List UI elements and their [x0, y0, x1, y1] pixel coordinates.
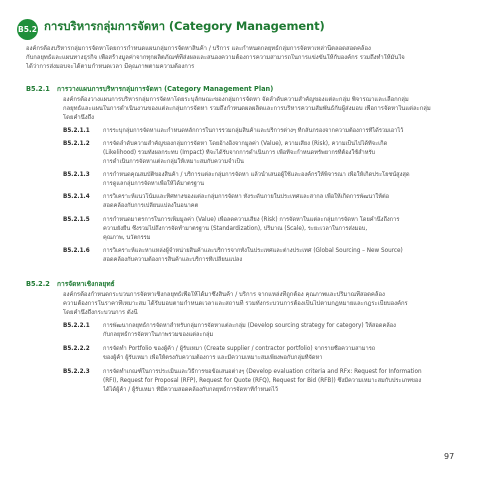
item-line: การกำหนดคุณสมบัติของสินค้า / บริการแต่ละกลุ่มการจัดหา แล้วนำเสนอผู้ใช้และองค์กรให้พิจารณา เพื่อให้เกิดประโยชน์สูงสุด — [103, 172, 410, 178]
item-line: ความยั่งยืน ซึ่งรวมไปถึงการจัดทำมาตรฐาน (Standardization), ปริมาณ (Scale), ระยะเวลาในการส่งมอบ, — [103, 226, 368, 233]
item-number: B5.2.1.4 — [63, 194, 90, 200]
item-line: การกำหนดมาตรการในการเพิ่มมูลค่า (Value) เพื่อลดความเสี่ยง (Risk) การจัดหาในแต่ละกลุ่มการจัดหา โดยคำนึงถึงการ — [103, 217, 400, 223]
list-item — [63, 345, 455, 363]
item-line: การพัฒนากลยุทธ์การจัดหาสำหรับกลุ่มการจัดหาแต่ละกลุ่ม (Develop sourcing strategy for category) ให้สอดคล้อง — [103, 323, 396, 329]
intro-line: ได้ว่าการส่งมอบจะได้ตามกำหนดเวลา มีคุณภาพตามความต้องการ — [26, 64, 195, 71]
section-paragraph — [63, 291, 455, 318]
item-line: การจัดลำดับความสำคัญของกลุ่มการจัดหา โดยอ้างอิงจากมูลค่า (Value), ความเสี่ยง (Risk), ความเป็นไปได้ที่จะเกิด — [103, 141, 388, 147]
list-item — [63, 322, 455, 340]
list-item — [63, 127, 455, 136]
intro-paragraph — [26, 45, 456, 72]
list-item — [63, 171, 455, 189]
item-number: B5.2.2.2 — [63, 346, 90, 352]
item-number: B5.2.1.2 — [63, 141, 90, 147]
item-line: การดูแลกลุ่มการจัดหาเพื่อให้ได้มาตรฐาน — [103, 181, 204, 188]
item-line: การวิเคราะห์แนวโน้มและทิศทางของแต่ละกลุ่มการจัดหา ทั้งระดับภายในประเทศและสากล เพื่อให้เกิดการพัฒนาให้ต่อ — [103, 194, 390, 200]
item-line: ของผู้ค้า ผู้รับเหมา เพื่อให้ตรงกับความต้องการ และมีความเหมาะสมเพียงพอกับกลุ่มที่จัดหา — [103, 355, 323, 362]
item-line: สอดคล้องกับความต้องการสินค้าและบริการที่เปลี่ยนแปลง — [103, 257, 243, 264]
item-number: B5.2.1.6 — [63, 248, 90, 254]
item-number: B5.2.2.3 — [63, 369, 90, 375]
page-number: 97 — [444, 452, 455, 461]
item-number: B5.2.1.3 — [63, 172, 90, 178]
item-number: B5.2.1.1 — [63, 128, 90, 134]
section-paragraph — [63, 96, 455, 123]
section-badge: B5.2 — [17, 19, 38, 40]
section-line: กลยุทธ์และแผนในการดำเนินงานของแต่ละกลุ่มการจัดหา รวมถึงกำหนดผลผลิตและการบริหารความสัมพันธ์กับผู้ส่งมอบ เพื่อการจัดหาในแต่ละกลุ่ม — [63, 106, 431, 113]
intro-line: องค์กรต้องบริหารกลุ่มการจัดหาโดยการกำหนดแผนกลุ่มการจัดหาสินค้า / บริการ และกำหนดกลยุทธ์กลุ่มการจัดหาเหล่านี้ตลอดสอดคล้อง — [26, 46, 371, 52]
item-number: B5.2.2.1 — [63, 323, 90, 329]
section-line: โดยคำนึงถึง — [63, 115, 95, 122]
item-line: การดำเนินการจัดหาแต่ละกลุ่มให้เหมาะสมกับความจำเป็น — [103, 159, 244, 166]
page-title: การบริหารกลุ่มการจัดหา (Category Management) — [44, 19, 325, 33]
section-number: B5.2.2 — [26, 280, 50, 288]
section-line: องค์กรต้องวางแผนการบริหารกลุ่มการจัดหาโดยระบุลักษณะของกลุ่มการจัดหา จัดลำดับความสำคัญของแต่ละกลุ่ม พิจารณาและเลือกกลุ่ม — [63, 97, 409, 103]
item-line: สอดคล้องกับการเปลี่ยนแปลงในอนาคต — [103, 203, 199, 210]
item-line: คุณภาพ, นวัตกรรม — [103, 235, 151, 242]
intro-line: กับกลยุทธ์และแผนทางธุรกิจ เพื่อสร้างมูลค่าจากทุกผลิตภัณฑ์ที่ส่งผลและสนองความต้องการความสามารถในการแข่งขันให้กับองค์กร รวมถึงทำให้มั่นใจ — [26, 55, 405, 62]
section-title: การวางแผนการบริหารกลุ่มการจัดหา (Category Management Plan) — [57, 85, 274, 93]
list-item — [63, 216, 455, 244]
item-line: (Likelihood) รวมทั้งผลกระทบ (Impact) ที่จะได้รับจากการดำเนินการ เพื่อที่จะกำหนดทรัพยากรที่ต้องใช้สำหรับ — [103, 150, 376, 157]
section-line: องค์กรต้องกำหนดกระบวนการจัดหาเชิงกลยุทธ์เพื่อให้ได้มาซึ่งสินค้า / บริการ จากแหล่งที่ถูกต้อง คุณภาพและปริมาณที่สอดคล้อง — [63, 292, 385, 298]
section-line: ความต้องการในราคาที่เหมาะสม ได้รับมอบตามกำหนดเวลาและสถานที่ รวมทั้งกระบวนการต้องเป็นไปตามกฎหมายและกฎระเบียบองค์กร — [63, 301, 408, 308]
section-heading — [26, 278, 115, 289]
list-item — [63, 247, 455, 265]
section-number: B5.2.1 — [26, 85, 50, 93]
item-number: B5.2.1.5 — [63, 217, 90, 223]
item-line: การจัดทำ Portfolio ของผู้ค้า / ผู้รับเหมา (Create supplier / contractor portfolio) จากรายชื่อความสามารถ — [103, 346, 376, 352]
list-item — [63, 140, 455, 168]
section-heading — [26, 83, 273, 94]
item-line: ได้ได้ผู้ค้า / ผู้รับเหมา ที่มีความสอดคล้องกับกลยุทธ์การจัดหาที่กำหนดไว้ — [103, 387, 278, 394]
list-item — [63, 193, 455, 211]
item-line: การวิเคราะห์และหาแหล่งผู้จำหน่ายสินค้าและบริการจากทั้งในประเทศและต่างประเทศ (Global Sourcing – New Source) — [103, 248, 403, 254]
item-line: การระบุกลุ่มการจัดหาและกำหนดหลักการในการรวมกลุ่มสินค้าและบริการต่างๆ ที่กลั่นกรองจากความต้องการที่ได้รวมเอาไว้ — [103, 128, 404, 134]
item-line: การจัดทำเกณฑ์ในการประเมินและวิธีการขอข้อเสนอต่างๆ (Develop evaluation criteria and RFx: Request for Information — [103, 369, 422, 375]
section-title: การจัดหาเชิงกลยุทธ์ — [57, 280, 115, 288]
section-line: โดยคำนึงถึงกระบวนการ ดังนี้ — [63, 310, 138, 317]
item-line: กับกลยุทธ์การจัดหาในภาพรวมของแต่ละกลุ่ม — [103, 332, 214, 339]
item-line: (RFI), Request for Proposal (RFP), Request for Quote (RFQ), Request for Bid (RFB)) ซึ่งมีความเหมาะสมกับประเภทของ — [103, 378, 422, 385]
list-item — [63, 368, 455, 396]
